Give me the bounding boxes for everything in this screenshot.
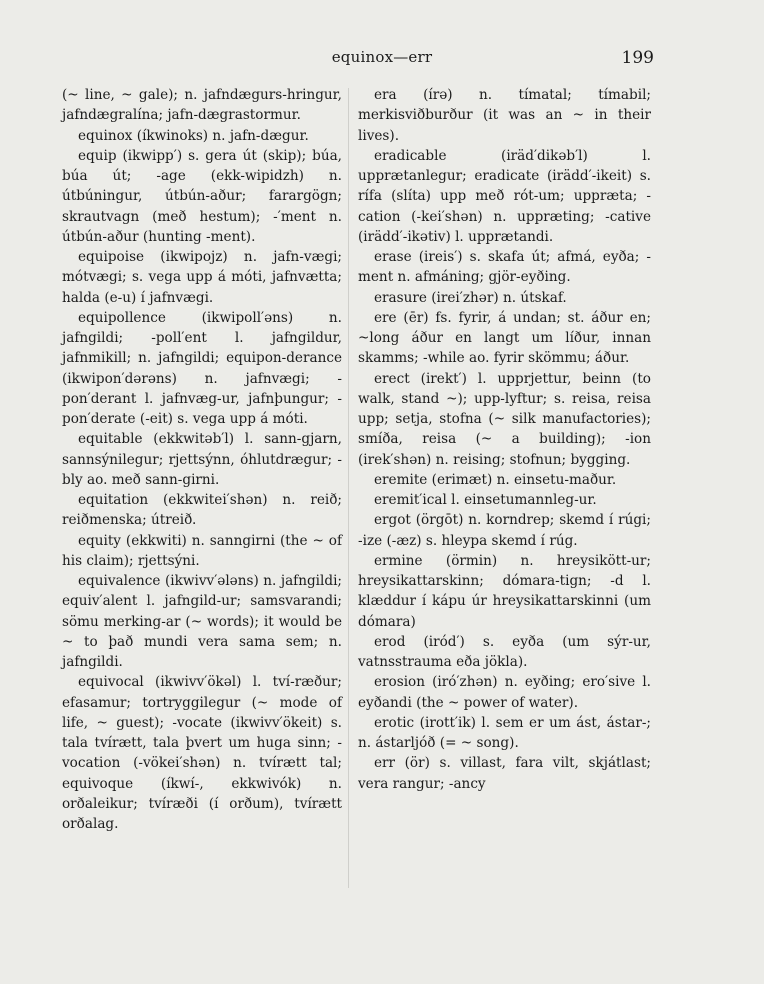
dictionary-entry: eremit′ical l. einsetumannleg-ur.	[374, 492, 597, 508]
dictionary-entry: equivocal (ikwivv′ökəl) l. tví-ræður; efasamur; tortryggilegur (~ mode of life, ~ guest); -vocate (ikwivv′ökeit) s. tala tvírætt, tala þvert um huga sinn; -vocation (-vökei′shən) n. tvírætt tal; equivoque (íkwí-, ekkwivók) n. orðaleikur; tvíræði (í orðum), tvírætt orðalag.	[62, 674, 342, 832]
dictionary-entry: equip (ikwipp′) s. gera út (skip); búa, búa út; -age (ekk-wipidzh) n. útbúningur, útbún-aður; farargögn; skrautvagn (með hestum); -′ment n. útbún-aður (hunting -ment).	[62, 147, 342, 245]
dictionary-entry: equity (ekkwiti) n. sanngirni (the ~ of his claim); rjettsýni.	[62, 532, 342, 569]
dictionary-entry: err (ör) s. villast, fara vilt, skjátlast; vera rangur; -ancy	[358, 755, 651, 792]
dictionary-entry: ergot (örgōt) n. korndrep; skemd í rúgi; -ize (-æz) s. hleypa skemd í rúg.	[358, 512, 651, 549]
running-head: equinox—err	[331, 48, 433, 66]
dictionary-entry: ere (ēr) fs. fyrir, á undan; st. áður en; ~long áður en langt um líður, innan skamms; -while ao. fyrir skömmu; áður.	[358, 309, 651, 367]
page-header	[0, 48, 764, 72]
left-column	[62, 85, 342, 834]
dictionary-entry: ermine (örmin) n. hreysikött-ur; hreysikattarskinn; dómara-tign; -d l. klæddur í kápu úr hreysikattarskinni (um dómara)	[358, 552, 651, 630]
dictionary-entry: era (írə) n. tímatal; tímabil; merkisviðburður (it was an ~ in their lives).	[358, 87, 651, 144]
dictionary-entry: erect (irekt′) l. upprjettur, beinn (to walk, stand ~); upp-lyftur; s. reisa, reisa upp; setja, stofna (~ silk manufactories); smíða, reisa (~ a building); -ion (irek′shən) n. reising; stofnun; bygging.	[358, 370, 651, 468]
dictionary-entry: (~ line, ~ gale); n. jafndægurs-hringur, jafndægralína; jafn-dægrastormur.	[62, 87, 342, 124]
dictionary-entry: equipollence (ikwipoll′əns) n. jafngildi; -poll′ent l. jafngildur, jafnmikill; n. jafngildi; equipon-derance (ikwipon′dərəns) n. jafnvægi; -pon′derant l. jafnvæg-ur, jafnþungur; -pon′derate (-eit) s. vega upp á móti.	[62, 309, 342, 427]
column-divider	[348, 88, 349, 888]
dictionary-entry: equitation (ekkwitei′shən) n. reið; reiðmenska; útreið.	[62, 492, 342, 529]
dictionary-entry: equitable (ekkwitəb′l) l. sann-gjarn, sannsýnilegur; rjettsýnn, óhlutdrægur; -bly ao. með sann-girni.	[62, 431, 342, 488]
dictionary-entry: eradicable (iräd′dikəb′l) l. upprætanlegur; eradicate (irädd′-ikeit) s. rífa (slíta) upp með rót-um; uppræta; -cation (-kei′shən) n. uppræting; -cative (irädd′-ikətiv) l. upprætandi.	[358, 147, 651, 245]
page-number: 199	[621, 48, 654, 68]
dictionary-entry: eremite (erimæt) n. einsetu-maður.	[374, 471, 617, 488]
dictionary-entry: erosion (iró′zhən) n. eyðing; ero′sive l. eyðandi (the ~ power of water).	[358, 674, 651, 711]
dictionary-entry: erasure (irei′zhər) n. útskaf.	[374, 289, 567, 306]
dictionary-entry: equipoise (ikwipojz) n. jafn-vægi; mótvægi; s. vega upp á móti, jafnvætta; halda (e-u) í jafnvægi.	[62, 249, 342, 306]
right-column	[358, 85, 651, 794]
dictionary-entry: erotic (irott′ik) l. sem er um ást, ástar-; n. ástarljóð (= ~ song).	[358, 714, 651, 751]
dictionary-entry: equivalence (ikwivv′ələns) n. jafngildi; equiv′alent l. jafngild-ur; samsvarandi; sömu merking-ar (~ words); it would be ~ to það mundi vera sama sem; n. jafngildi.	[62, 573, 342, 670]
dictionary-entry: equinox (íkwinoks) n. jafn-dægur.	[78, 127, 309, 144]
dictionary-entry: erase (ireis′) s. skafa út; afmá, eyða; -ment n. afmáning; gjör-eyðing.	[358, 249, 651, 286]
dictionary-entry: erod (iród′) s. eyða (um sýr-ur, vatnsstrauma eða jökla).	[358, 633, 651, 670]
